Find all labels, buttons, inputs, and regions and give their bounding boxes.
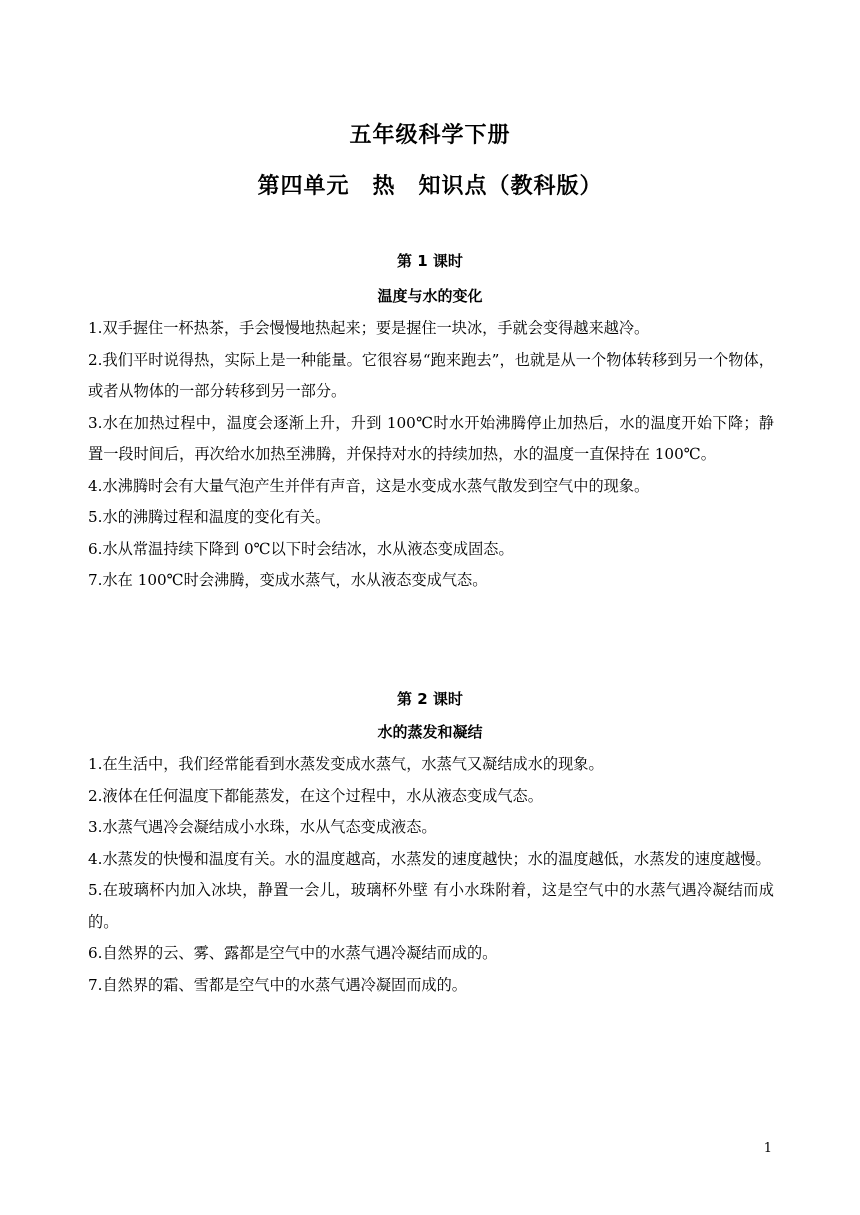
page-number: 1 — [763, 1141, 772, 1156]
section-2-list — [88, 749, 774, 1001]
section-1-heading: 温度与水的变化 — [377, 287, 483, 305]
list-item: 3.水蒸气遇冷会凝结成小水珠，水从气态变成液态。 — [88, 818, 437, 836]
list-item: 7.水在 100℃时会沸腾，变成水蒸气，水从液态变成气态。 — [88, 571, 488, 589]
list-item: 3.水在加热过程中，温度会逐渐上升，升到 100℃时水开始沸腾停止加热后，水的温度开始下降；静置一段时间后，再次给水加热至沸腾，并保持对水的持续加热，水的温度一直保持在 100℃。 — [88, 413, 774, 463]
list-item: 6.自然界的云、雾、露都是空气中的水蒸气遇冷凝结而成的。 — [88, 944, 498, 962]
document-subtitle: 第四单元 热 知识点（教科版） — [257, 174, 603, 199]
section-2-heading: 水的蒸发和凝结 — [377, 723, 483, 741]
section-1-list — [88, 313, 774, 597]
document-title: 五年级科学下册 — [349, 123, 511, 148]
list-item: 6.水从常温持续下降到 0℃以下时会结冰，水从液态变成固态。 — [88, 539, 514, 558]
list-item: 1.双手握住一杯热茶，手会慢慢地热起来；要是握住一块冰，手就会变得越来越冷。 — [88, 319, 650, 337]
section-1-label: 第 1 课时 — [397, 252, 463, 270]
list-item: 4.水沸腾时会有大量气泡产生并伴有声音，这是水变成水蒸气散发到空气中的现象。 — [88, 476, 650, 495]
list-item: 2.我们平时说得热，实际上是一种能量。它很容易“跑来跑去”，也就是从一个物体转移到另一个物体，或者从物体的一部分转移到另一部分。 — [88, 350, 774, 400]
list-item: 5.在玻璃杯内加入冰块，静置一会儿，玻璃杯外壁 有小水珠附着，这是空气中的水蒸气遇冷凝结而成的。 — [88, 881, 774, 931]
list-item: 1.在生活中，我们经常能看到水蒸发变成水蒸气，水蒸气又凝结成水的现象。 — [88, 755, 604, 773]
list-item: 4.水蒸发的快慢和温度有关。水的温度越高，水蒸发的速度越快；水的温度越低，水蒸发的速度越慢。 — [88, 849, 771, 868]
section-2-label: 第 2 课时 — [397, 690, 463, 708]
list-item: 2.液体在任何温度下都能蒸发，在这个过程中，水从液态变成气态。 — [88, 786, 543, 805]
list-item: 7.自然界的霜、雪都是空气中的水蒸气遇冷凝固而成的。 — [88, 975, 467, 994]
list-item: 5.水的沸腾过程和温度的变化有关。 — [88, 508, 331, 526]
